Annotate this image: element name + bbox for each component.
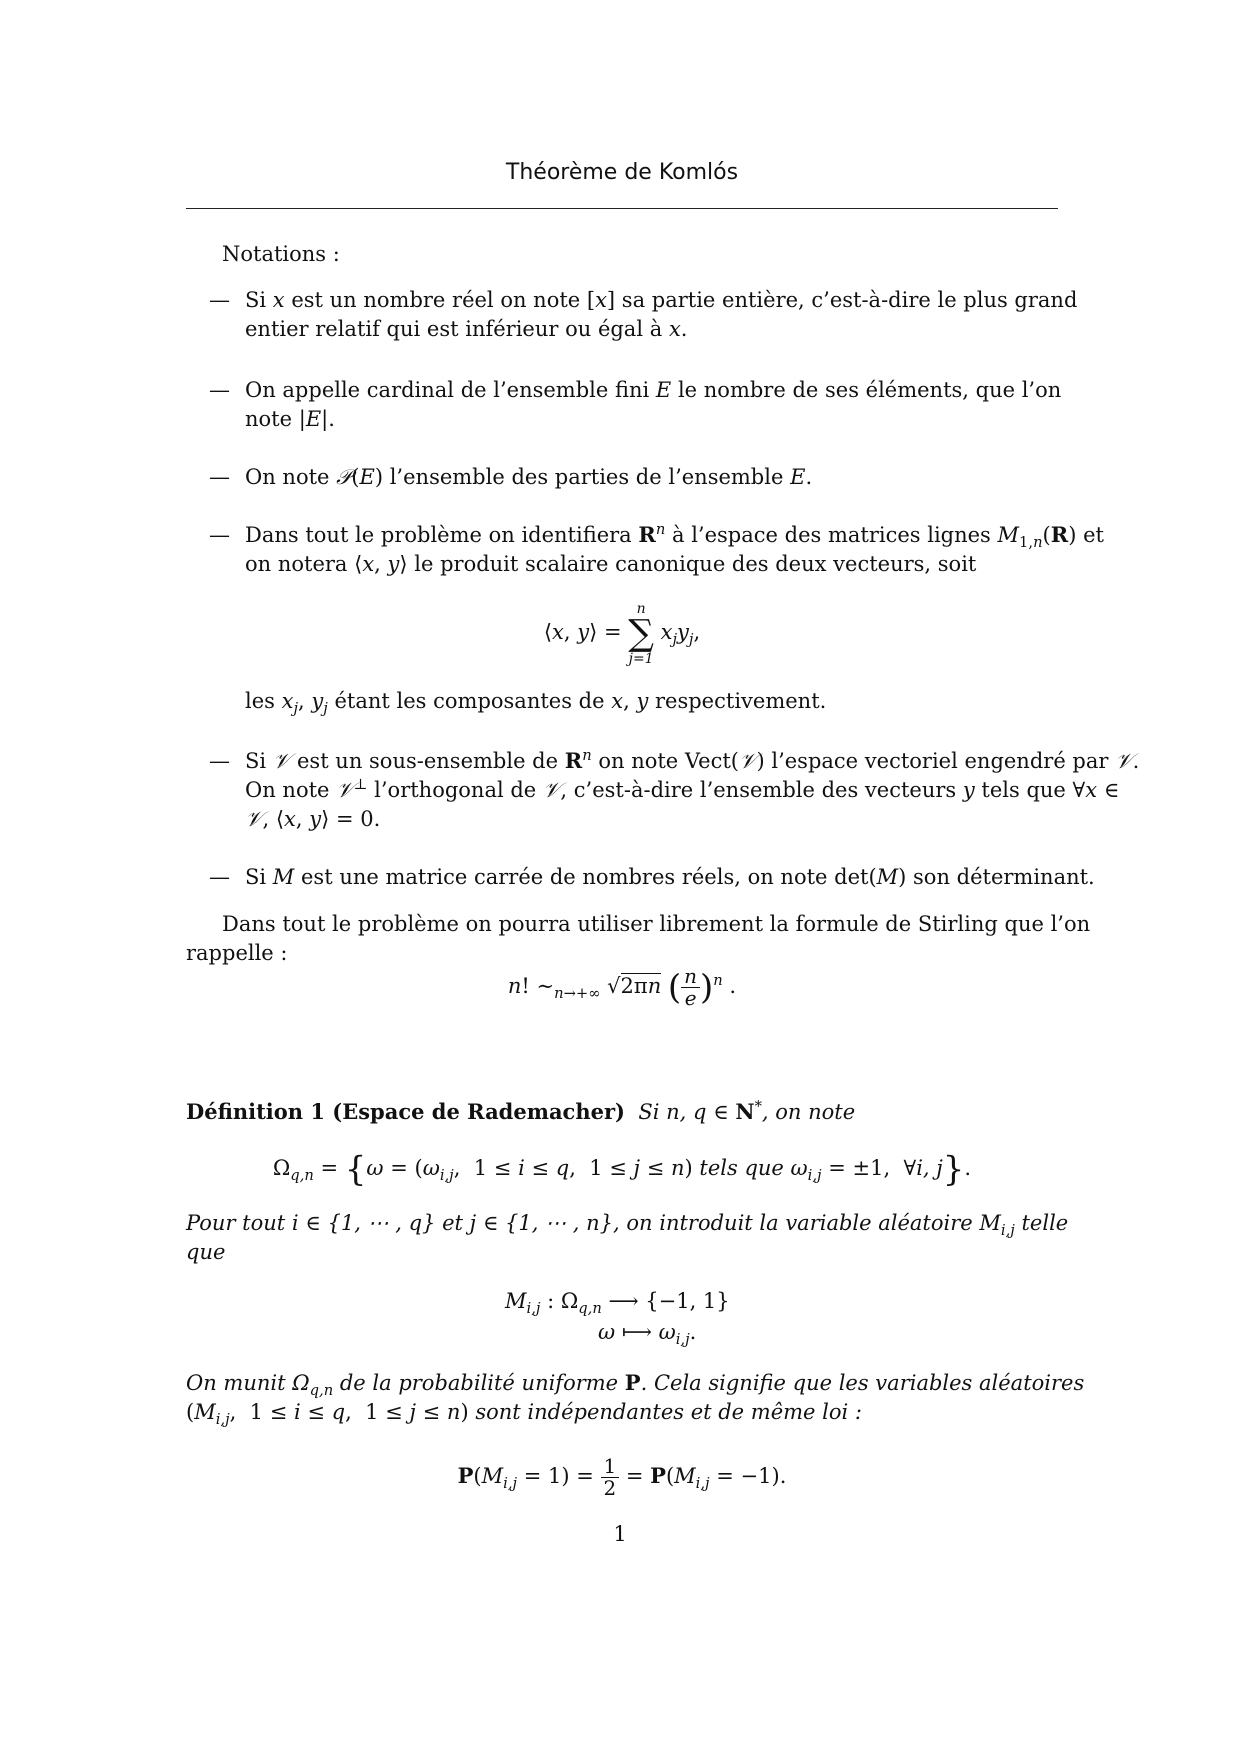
uniform-law-formula: $P(M_{i,j} = 1)$ = $\frac{1}{2}$ = $P(M_{i,j} = -1)$. [457,1454,787,1500]
bullet-dash: — [209,288,230,312]
stirling-formula: n! $\sim_{n\to+\infty}$ √2πn ( $\frac{n}{e}$ )$^n$ . [507,964,737,1010]
item4-components: les $x_j$, $y_j$ étant les composantes de x, y respectivement. [245,689,827,718]
bullet-dash: — [209,865,230,889]
item3-line: On note 𝒫(E) l’ensemble des parties de l’ensemble E. [245,465,813,489]
item5-line3: 𝒱, ⟨x, y⟩ = 0. [245,807,381,831]
item2-line2: note |E|. [245,407,335,431]
bullet-dash: — [209,465,230,489]
item5-line2: On note 𝒱⊥ l’orthogonal de 𝒱, c’est-à-dire l’ensemble des vecteurs y tels que ∀x ∈ [245,776,1120,802]
item4-line2: on notera ⟨x, y⟩ le produit scalaire canonique des deux vecteurs, soit [245,552,977,576]
notations-heading: Notations : [222,242,340,266]
stirling-line2: rappelle : [186,941,288,965]
definition-heading: Définition 1 (Espace de Rademacher) Si n, q ∈ N*, on note [186,1098,856,1124]
bullet-dash: — [209,378,230,402]
scalar-product-formula: ⟨x, y⟩ = n ∑ j=1 $x_jy_j$, [543,600,701,667]
page-number: 1 [613,1522,627,1546]
bullet-dash: — [209,749,230,773]
stirling-line1: Dans tout le problème on pourra utiliser librement la formule de Stirling que l’on [222,912,1091,936]
random-variable-mapsto: ω ⟼ $\omega_{i,j}$. [598,1320,697,1349]
definition-line5: ($M_{i,j}$, 1 ≤ i ≤ q, 1 ≤ j ≤ n) sont indépendantes et de même loi : [186,1400,862,1429]
header-rule [186,208,1058,209]
item2-line1: On appelle cardinal de l’ensemble fini E le nombre de ses éléments, que l’on [245,378,1062,402]
definition-line3: que [186,1240,226,1264]
item4-line1: Dans tout le problème on identifiera $R^n$ à l’espace des matrices lignes $M_{1,n}(R)$ et [245,521,1104,552]
item6-line: Si M est une matrice carrée de nombres réels, on note det(M) son déterminant. [245,865,1095,889]
omega-definition: $\Omega_{q,n} = \{\omega = (\omega_{i,j}$, 1 ≤ i ≤ q, 1 ≤ j ≤ n) tels que $\omega_{i,j} = \pm 1$, ∀i, j}. [272,1149,972,1190]
bullet-dash: — [209,523,230,547]
random-variable-map: $M_{i,j}$ : $\Omega_{q,n}$ ⟶ {−1, 1} [505,1289,730,1318]
item5-line1: Si 𝒱 est un sous-ensemble de $R^n$ on note Vect(𝒱) l’espace vectoriel engendré par 𝒱. [245,747,1140,773]
running-header: Théorème de Komlós [505,160,739,185]
item1-line1: Si x est un nombre réel on note [x] sa partie entière, c’est-à-dire le plus grand [245,288,1078,312]
definition-line4: On munit $\Omega_{q,n}$ de la probabilité uniforme P. Cela signifie que les variables aléatoires [186,1370,1085,1400]
item1-line2: entier relatif qui est inférieur ou égal à x. [245,317,688,341]
definition-line2: Pour tout i ∈ {1, ⋯ , q} et j ∈ {1, ⋯ , n}, on introduit la variable aléatoire $M_{i,j}$ telle [186,1211,1069,1240]
